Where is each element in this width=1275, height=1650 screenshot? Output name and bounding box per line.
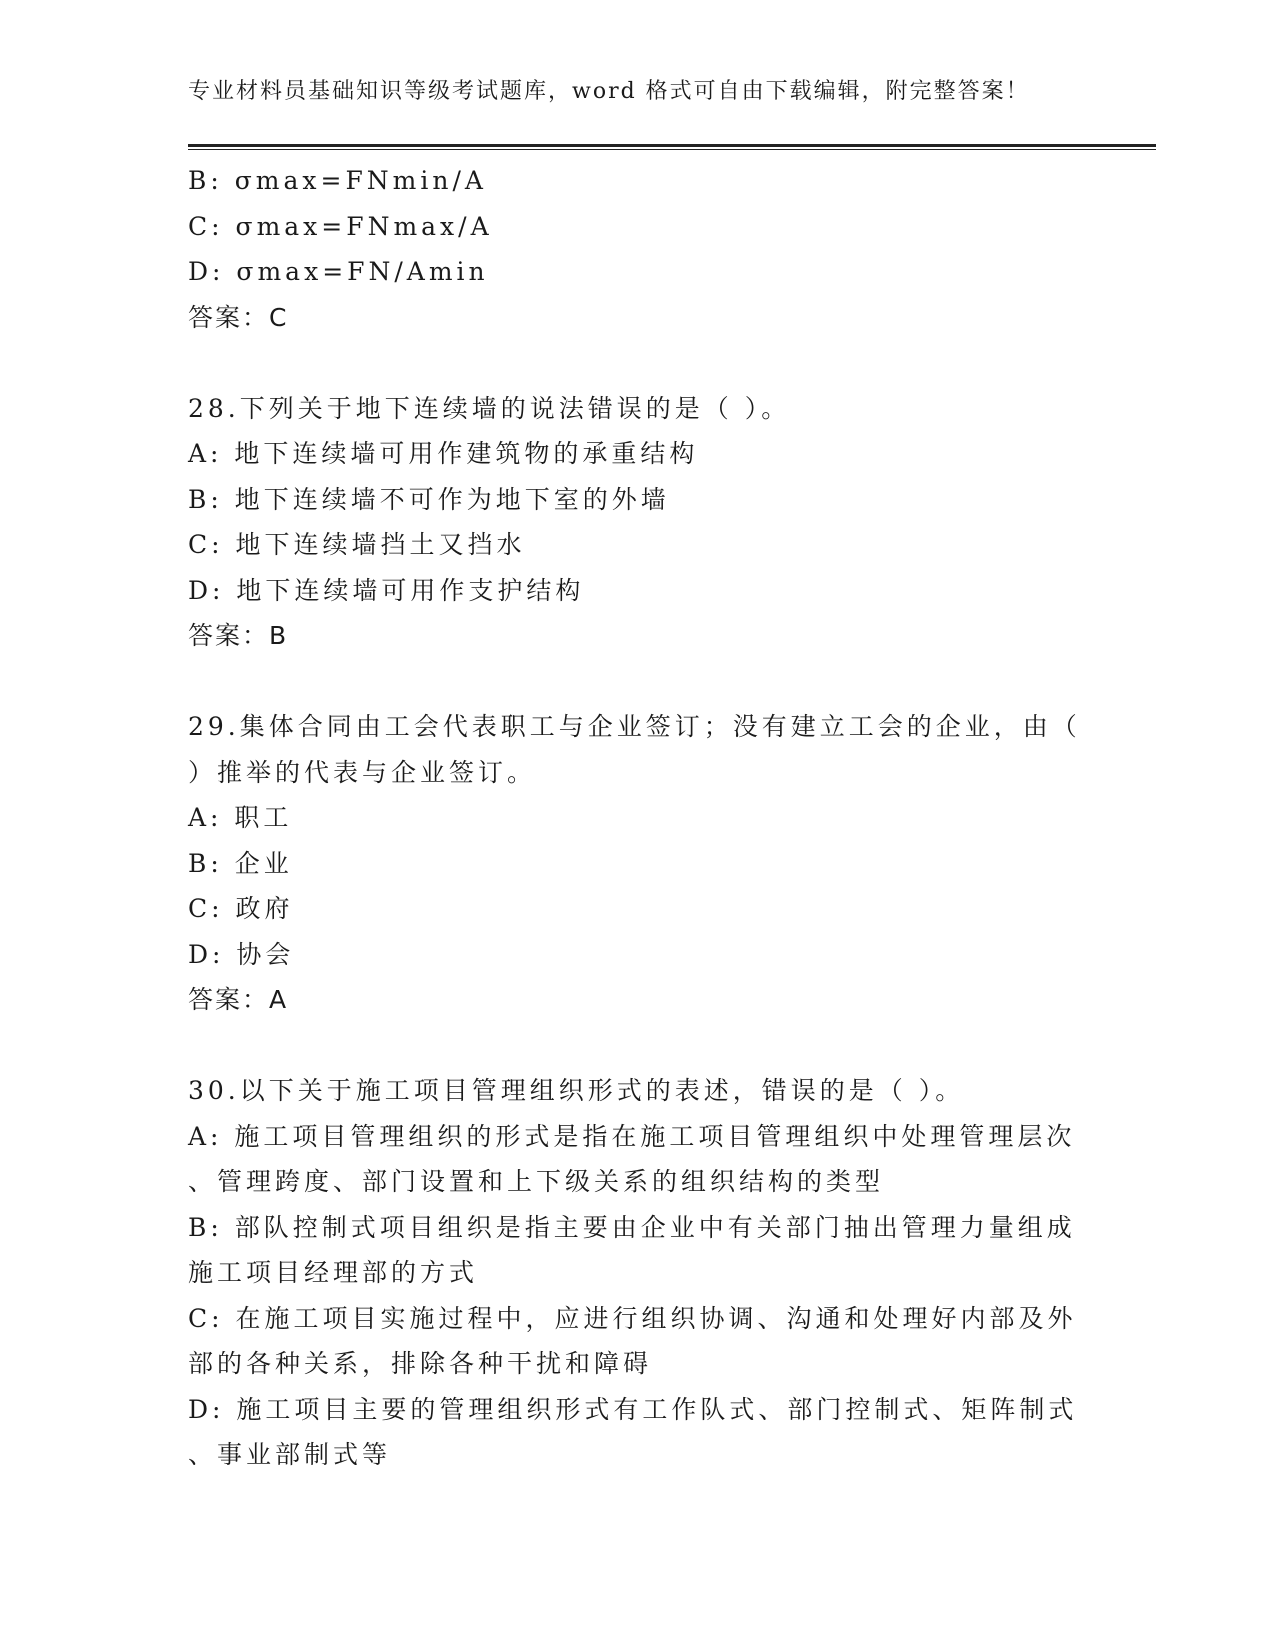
question-stem: 28.下列关于地下连续墙的说法错误的是（ ）。 [188,393,791,423]
option-line: C: 地下连续墙挡土又挡水 [188,530,526,559]
option-line: A: 职工 [188,803,293,832]
answer-line: 答案：C [188,302,289,332]
option-line: C: 政府 [188,894,294,923]
option-line: B: σmax=FNmin/A [188,166,487,195]
option-line: D: σmax=FN/Amin [188,257,489,286]
header-rule-thin [188,149,1156,150]
option-line: D: 协会 [188,939,295,969]
option-line: 、事业部制式等 [188,1440,392,1469]
option-line: A: 施工项目管理组织的形式是指在施工项目管理组织中处理管理层次 [188,1121,1076,1151]
question-stem: 29.集体合同由工会代表职工与企业签订；没有建立工会的企业，由（ [188,712,1081,741]
question-gap [188,340,1088,386]
question-30 [188,1068,1088,1478]
page-header: 专业材料员基础知识等级考试题库，word 格式可自由下载编辑，附完整答案！ [188,79,1030,104]
option-line: 、管理跨度、部门设置和上下级关系的组织结构的类型 [188,1167,885,1196]
option-line: 施工项目经理部的方式 [188,1258,479,1287]
option-line: D: 施工项目主要的管理组织形式有工作队式、部门控制式、矩阵制式 [188,1394,1078,1424]
question-content [188,158,1088,1478]
answer-line: 答案：B [188,621,289,650]
option-line: C: 在施工项目实施过程中，应进行组织协调、沟通和处理好内部及外 [188,1303,1077,1333]
header-rule-thick [188,144,1156,147]
question-gap [188,659,1088,705]
question-27-tail [188,158,1088,340]
question-28 [188,386,1088,659]
question-29 [188,704,1088,1023]
answer-line: 答案：A [188,985,289,1014]
option-line: D: 地下连续墙可用作支护结构 [188,575,585,605]
option-line: B: 地下连续墙不可作为地下室的外墙 [188,484,670,514]
option-line: B: 部队控制式项目组织是指主要由企业中有关部门抽出管理力量组成 [188,1212,1076,1242]
option-line: A: 地下连续墙可用作建筑物的承重结构 [188,439,699,468]
question-gap [188,1023,1088,1069]
question-stem: 30.以下关于施工项目管理组织形式的表述，错误的是（ ）。 [188,1076,965,1105]
option-line: B: 企业 [188,848,293,878]
option-line: C: σmax=FNmax/A [188,211,493,241]
option-line: 部的各种关系，排除各种干扰和障碍 [188,1349,653,1378]
question-stem: ）推举的代表与企业签订。 [188,757,537,787]
